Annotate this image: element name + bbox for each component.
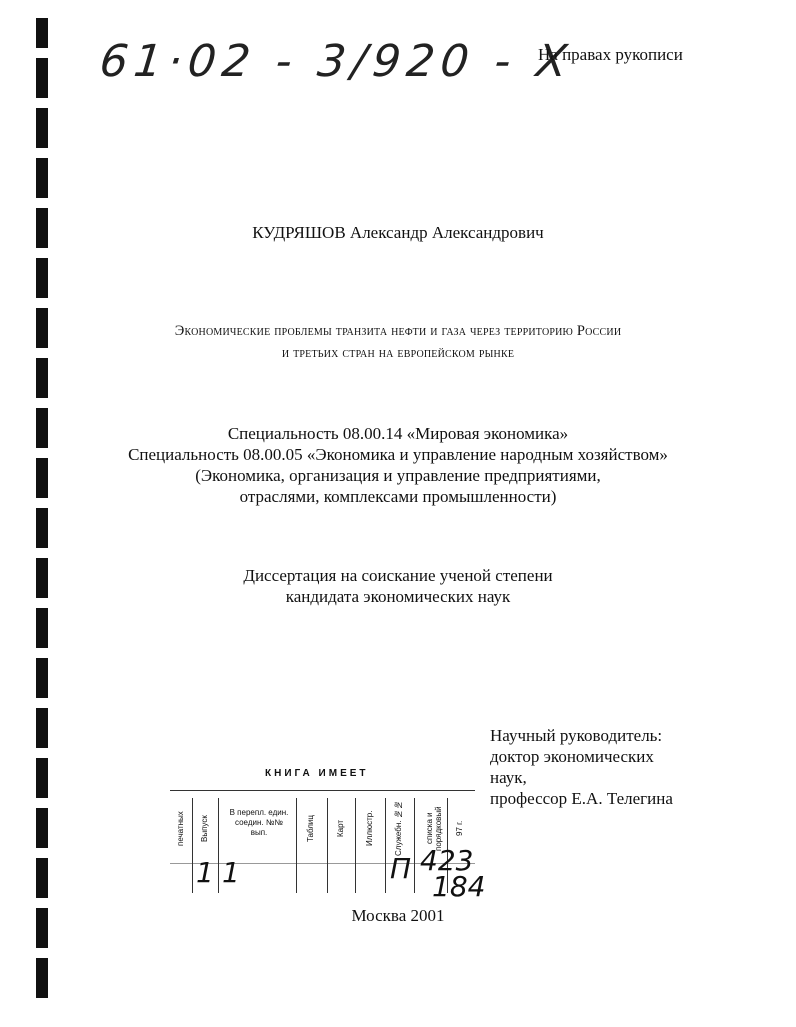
stamp-divider [327, 798, 328, 893]
stamp-column: В перепл. един. соедин. №№ вып. [229, 808, 289, 837]
stamp-column: списка и порядковый [425, 806, 443, 851]
scan-edge-mark [36, 358, 48, 398]
stamp-column: 97 г. [455, 820, 464, 837]
handwritten-entry: 184 [432, 870, 486, 903]
degree-block [0, 565, 796, 607]
supervisor-block [490, 725, 673, 809]
dissertation-title [0, 320, 796, 364]
scan-edge-mark [36, 958, 48, 998]
specialty-line: отраслями, комплексами промышленности) [239, 487, 557, 506]
stamp-divider [414, 798, 415, 893]
stamp-column: Карт [336, 819, 345, 838]
handwritten-entry: 1 [196, 856, 214, 889]
specialty-block [0, 423, 796, 507]
scan-edge-mark [36, 658, 48, 698]
stamp-divider [385, 798, 386, 893]
scan-edge-mark [36, 808, 48, 848]
stamp-heading: КНИГА ИМЕЕТ [265, 768, 369, 779]
scan-edge-mark [36, 858, 48, 898]
scan-edge-mark [36, 258, 48, 298]
title-line: и третьих стран на европейском рынке [281, 345, 515, 361]
handwritten-entry: 423 [420, 844, 474, 877]
scan-edge-mark [36, 608, 48, 648]
degree-line: кандидата экономических наук [285, 587, 511, 606]
supervisor-line: доктор экономических [490, 747, 654, 766]
stamp-column: Выпуск [200, 815, 209, 842]
scan-edge-mark [36, 18, 48, 48]
scan-edge-mark [36, 108, 48, 148]
stamp-column: печатных [176, 811, 185, 846]
stamp-divider [296, 798, 297, 893]
supervisor-line: Научный руководитель: [490, 726, 663, 745]
stamp-rule [170, 790, 475, 791]
stamp-column: Служебн. №№ [394, 800, 403, 857]
city-year: Москва 2001 [351, 906, 445, 925]
handwritten-entry: П [390, 852, 412, 885]
stamp-divider [218, 798, 219, 893]
stamp-divider [355, 798, 356, 893]
library-stamp [170, 768, 486, 903]
handwritten-code: 61·02 - 3/920 - X [97, 36, 576, 87]
supervisor-line: профессор Е.А. Телегина [490, 789, 673, 808]
author-name: КУДРЯШОВ Александр Александрович [252, 223, 544, 242]
specialty-line: Специальность 08.00.14 «Мировая экономика» [227, 424, 569, 443]
scan-edge-mark [36, 58, 48, 98]
stamp-divider [192, 798, 193, 893]
rights-note: На правах рукописи [538, 45, 683, 64]
degree-line: Диссертация на соискание ученой степени [243, 566, 553, 585]
specialty-line: Специальность 08.00.05 «Экономика и управление народным хозяйством» [128, 445, 668, 464]
scan-edge-mark [36, 158, 48, 198]
specialty-line: (Экономика, организация и управление предприятиями, [195, 466, 601, 485]
scan-edge-mark [36, 758, 48, 798]
stamp-column: Иллюстр. [365, 810, 374, 847]
title-line: Экономические проблемы транзита нефти и газа через территорию России [174, 323, 622, 339]
scan-edge-mark [36, 708, 48, 748]
stamp-column: Таблиц [306, 815, 315, 842]
handwritten-entry: 1 [222, 856, 240, 889]
scan-edge-mark [36, 508, 48, 548]
supervisor-line: наук, [490, 768, 527, 787]
